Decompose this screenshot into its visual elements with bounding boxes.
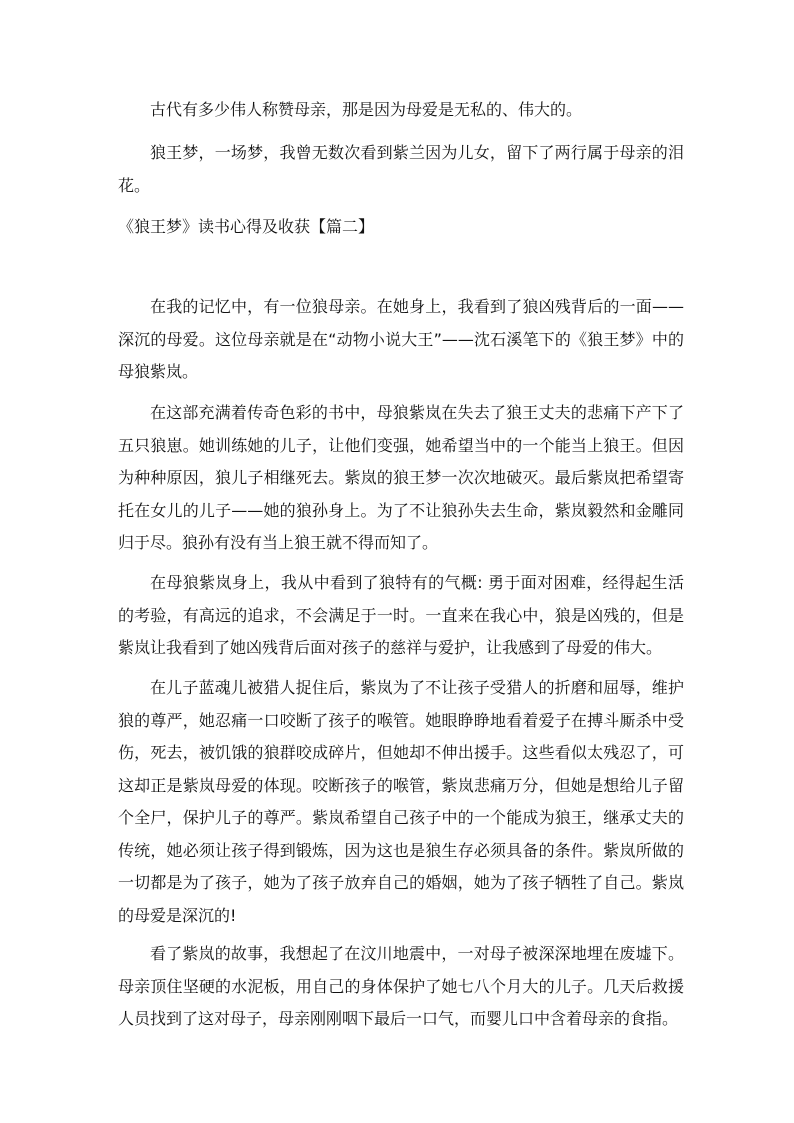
paragraph-body-4: 在儿子蓝魂儿被猎人捉住后，紫岚为了不让孩子受猎人的折磨和屈辱，维护狼的尊严，她忍痛一口咬断了孩子的喉管。她眼睁睁地看着爱子在搏斗厮杀中受伤，死去，被饥饿的狼群咬成碎片，但她却不伸出援手。这些看似太残忍了，可这却正是紫岚母爱的体现。咬断孩子的喉管，紫岚悲痛万分，但她是想给儿子留个全尸，保护儿子的尊严。紫岚希望自己孩子中的一个能成为狼王，继承丈夫的传统，她必须让孩子得到锻炼，因为这也是狼生存必须具备的条件。紫岚所做的一切都是为了孩子，她为了孩子放弃自己的婚姻，她为了孩子牺牲了自己。紫岚的母爱是深沉的!: [118, 678, 684, 925]
paragraph-body-5: 看了紫岚的故事，我想起了在汶川地震中，一对母子被深深地埋在废墟下。母亲顶住坚硬的水泥板，用自己的身体保护了她七八个月大的儿子。几天后救援人员找到了这对母子，母亲刚刚咽下最后一口气，而婴儿口中含着母亲的食指。: [118, 944, 684, 1028]
paragraph-body-2: 在这部充满着传奇色彩的书中，母狼紫岚在失去了狼王丈夫的悲痛下产下了五只狼崽。她训练她的儿子，让他们变强，她希望当中的一个能当上狼王。但因为种种原因，狼儿子相继死去。紫岚的狼王梦一次次地破灭。最后紫岚把希望寄托在女儿的儿子——她的狼孙身上。为了不让狼孙失去生命，紫岚毅然和金雕同归于尽。狼孙有没有当上狼王就不得而知了。: [118, 403, 684, 552]
paragraph-body-1: 在我的记忆中，有一位狼母亲。在她身上，我看到了狼凶残背后的一面——深沉的母爱。这位母亲就是在“动物小说大王”——沈石溪笔下的《狼王梦》中的母狼紫岚。: [118, 297, 684, 381]
paragraph-intro-2: 狼王梦，一场梦，我曾无数次看到紫兰因为儿女，留下了两行属于母亲的泪花。: [118, 143, 684, 195]
paragraph-body-3: 在母狼紫岚身上，我从中看到了狼特有的气概: 勇于面对困难，经得起生活的考验，有高远的追求，不会满足于一时。一直来在我心中，狼是凶残的，但是紫岚让我看到了她凶残背后面对孩子的慈祥与爱护，让我感到了母爱的伟大。: [118, 573, 684, 657]
section-title: 《狼王梦》读书心得及收获【篇二】: [118, 217, 375, 236]
paragraph-intro-1: 古代有多少伟人称赞母亲，那是因为母爱是无私的、伟大的。: [150, 100, 583, 119]
